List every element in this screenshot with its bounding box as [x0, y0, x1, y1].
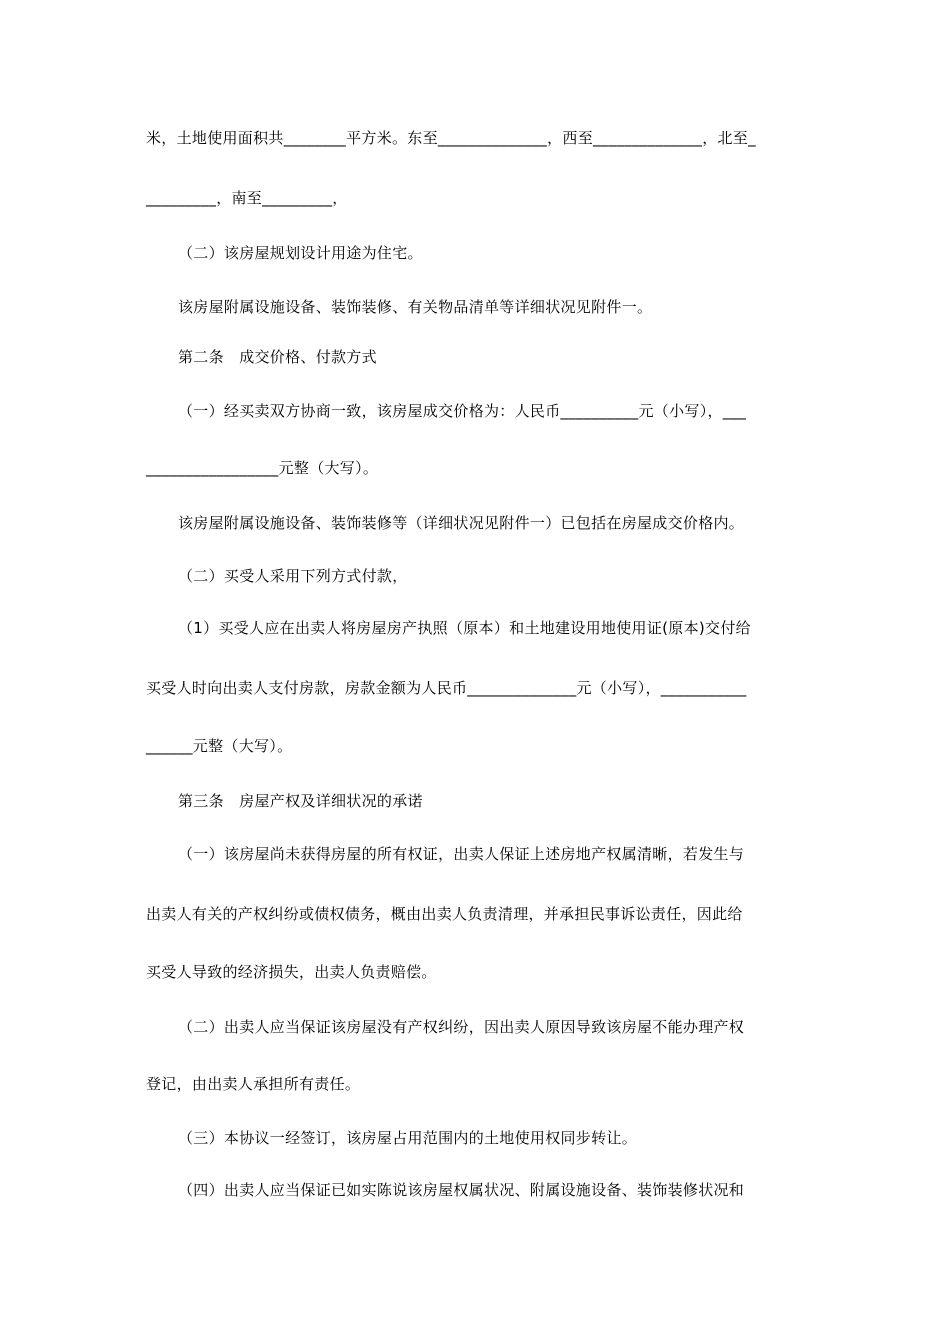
text-line: （一）经买卖双方协商一致，该房屋成交价格为：人民币__________元（小写），___	[178, 402, 747, 420]
text-line: （二）买受人采用下列方式付款，	[178, 567, 408, 585]
text-line: （二）出卖人应当保证该房屋没有产权纠纷，因出卖人原因导致该房屋不能办理产权	[178, 1018, 745, 1036]
text-line: 登记，由出卖人承担所有责任。	[146, 1075, 361, 1093]
section-heading: 第二条 成交价格、付款方式	[178, 348, 377, 366]
text-line: （一）该房屋尚未获得房屋的所有权证，出卖人保证上述房地产权属清晰，若发生与	[178, 845, 745, 863]
text-line: 该房屋附属设施设备、装饰装修、有关物品清单等详细状况见附件一。	[178, 298, 653, 316]
text-line: _________________元整（大写）。	[146, 459, 379, 477]
text-line: （四）出卖人应当保证已如实陈说该房屋权属状况、附属设施设备、装饰装修状况和	[178, 1181, 745, 1199]
section-heading: 第三条 房屋产权及详细状况的承诺	[178, 792, 423, 810]
text-line: _________，南至_________，	[146, 189, 348, 207]
text-line: 米，土地使用面积共________平方米。东至______________，西至______________，北至_	[146, 129, 756, 147]
text-line: 买受人时向出卖人支付房款，房款金额为人民币______________元（小写），___________	[146, 679, 747, 697]
text-line: （三）本协议一经签订，该房屋占用范围内的土地使用权同步转让。	[178, 1129, 638, 1147]
text-line: 出卖人有关的产权纠纷或债权债务，概由出卖人负责清理，并承担民事诉讼责任，因此给	[146, 905, 743, 923]
text-line: 该房屋附属设施设备、装饰装修等（详细状况见附件一）已包括在房屋成交价格内。	[178, 514, 745, 532]
text-line: ______元整（大写）。	[146, 737, 293, 755]
text-line: （1）买受人应在出卖人将房屋房产执照（原本）和土地建设用地使用证(原本)交付给	[178, 619, 751, 637]
text-line: （二）该房屋规划设计用途为住宅。	[178, 244, 423, 262]
text-line: 买受人导致的经济损失，出卖人负责赔偿。	[146, 963, 437, 981]
